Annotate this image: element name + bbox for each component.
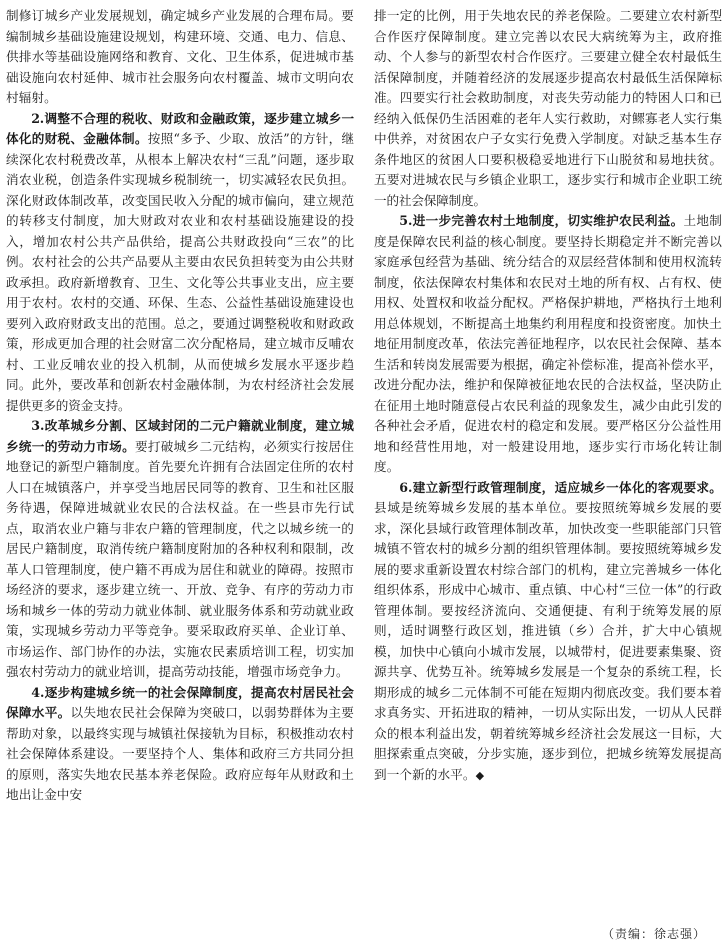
section-3-paragraph (6, 416, 354, 683)
left-column (6, 6, 354, 806)
section-6-paragraph (374, 478, 722, 787)
section-5-body: 土地制度是保障农民利益的核心制度。要坚持长期稳定并不断完善以家庭承包经营为基础、统分结合的双层经营体制和使用权流转制度，依法保障农村集体和农民对土地的所有权、占有权、使用权、处置权和收益分配权。严格保护耕地，严格执行土地利用总体规划，不断提高土地集约利用程度和投资密度。加快土地征用制度改革，依法完善征地程序，以农民社会保障、基本生活和转岗发展需要为根据，确定补偿标准，提高补偿水平，改进分配办法，维护和保障被征地农民的合法权益，坚决防止在征用土地时随意侵占农民利益的现象发生，减少由此引发的各种社会矛盾，促进农村的稳定和发展。要严格区分公益性用地和经营性用地，对一般建设用地，逐步实行市场化转让制度。 (374, 213, 722, 474)
section-4-body: 以失地农民社会保障为突破口，以弱势群体为主要帮助对象，以最终实现与城镇社保接轨为目标，积极推动农村社会保障体系建设。一要坚持个人、集体和政府三方共同分担的原则，落实失地农民基本养老保险。政府应每年从财政和土地出让金中安 (6, 705, 354, 802)
section-5-heading: 5.进一步完善农村土地制度，切实维护农民利益。 (399, 213, 684, 228)
editor-credit: （责编：徐志强） (601, 927, 706, 941)
section-2-heading: 2.调整不合理的税收、财政和金融政策，逐步建立城乡一体化的财税、金融体制。 (6, 110, 354, 146)
section-2-paragraph (6, 109, 354, 417)
end-mark-icon: ◆ (475, 768, 485, 782)
section-3-body: 要打破城乡二元结构，必须实行按居住地登记的新型户籍制度。首先要允许拥有合法固定住所的农村人口在城镇落户，并享受当地居民同等的教育、卫生和社区服务待遇，保障进城就业农民的合法权益。在一些县市先行试点，取消农业户籍与非农户籍的管理制度，代之以城乡统一的居民户籍制度，取消传统户籍制度附加的各种权利和限制，改革人口管理制度，使户籍不再成为居住和就业的障碍。按照市场经济的要求，逐步建立统一、开放、竞争、有序的劳动力市场和城乡一体的劳动力就业体制、就业服务体系和劳动就业政策，实现城乡劳动力平等竞争。要采取政府买单、企业订单、市场运作、部门协作的办法，实施农民素质培训工程，切实加强农村劳动力的就业培训，提高劳动技能，增强市场竞争力。 (6, 438, 355, 679)
section-6-heading: 6.建立新型行政管理制度，适应城乡一体化的客观要求。 (399, 479, 722, 495)
section-4-heading: 4.逐步构建城乡统一的社会保障制度，提高农村居民社会保障水平。 (6, 684, 354, 720)
section-4-continuation: 排一定的比例，用于失地农民的养老保险。二要建立农村新型合作医疗保障制度。建立完善以农民大病统筹为主，政府推动、个人参与的新型农村合作医疗。三要建立健全农村最低生活保障制度，并随着经济的发展逐步提高农村最低生活保障标准。四要实行社会救助制度，对丧失劳动能力的特困人口和已经纳入低保仍生活困难的老年人实行救助，对鳏寡老人实行集中供养，对贫困农户子女实行免费入学制度。对缺乏基本生存条件地区的贫困人口要积极稳妥地进行下山脱贫和易地扶贫。五要对进城农民与乡镇企业职工，逐步实行和城市企业职工统一的社会保障制度。 (374, 8, 722, 208)
section-4-paragraph (6, 683, 354, 806)
section-2-body: 按照“多予、少取、放活”的方针，继续深化农村税费改革，从根本上解决农村“三乱”问题，逐步取消农业税，创造条件实现城乡税制统一，切实减轻农民负担。深化财政体制改革，改变国民收入分配的城市偏向，建立规范的转移支付制度，加大财政对农业和农村基础设施建设的投入，增加农村公共产品供给，提高公共财政投向“三农”的比例。农村社会的公共产品要从主要由农民负担转变为由公共财政承担。政府新增教育、卫生、文化等公共事业支出，应主要用于农村。农村的交通、环保、生态、公益性基础设施建设也要列入政府财政支出的范围。总之，要通过调整税收和财政政策，形成更加合理的社会财富二次分配格局，建立城市反哺农村、工业反哺农业的投入机制，从而使城乡发展水平逐步趋同。此外，要改革和创新农村金融体制，为农村经济社会发展提供更多的资金支持。 (6, 131, 355, 413)
section-3-heading: 3.改革城乡分割、区域封闭的二元户籍就业制度，建立城乡统一的劳动力市场。 (6, 418, 354, 454)
article-columns (6, 6, 722, 806)
section-6-body: 县域是统筹城乡发展的基本单位。要按照统筹城乡发展的要求，深化县域行政管理体制改革，加快改变一些职能部门只管城镇不管农村的城乡分割的组织管理体制。要按照统筹城乡发展的要求重新设置农村综合部门的机构，建立完善城乡一体化组织体系，形成中心城市、重点镇、中心村“三位一体”的行政管理体制。要按经济流向、交通便捷、有利于统筹发展的原则，适时调整行政区划，推进镇（乡）合并，扩大中心镇规模，加快中心镇向小城市发展，以城带村，促进要素集聚、资源共享、优势互补。统筹城乡发展是一个复杂的系统工程，长期形成的城乡二元体制不可能在短期内彻底改变。我们要本着求真务实、开拓进取的精神，一切从实际出发，一切从人民群众的根本利益出发，朝着统筹城乡经济社会发展这一目标，大胆探索重点突破，分步实施，逐步到位，把城乡统筹发展提高到一个新的水平。 (374, 500, 722, 782)
section-5-paragraph (374, 211, 722, 478)
paragraph-intro-continuation: 制修订城乡产业发展规划，确定城乡产业发展的合理布局。要编制城乡基础设施建设规划，构建环境、交通、电力、信息、供排水等基础设施网络和教育、文化、卫生体系，促进城市基础设施向农村延伸、城市社会服务向农村覆盖、城市文明向农村辐射。 (6, 8, 354, 105)
right-column (374, 6, 722, 806)
